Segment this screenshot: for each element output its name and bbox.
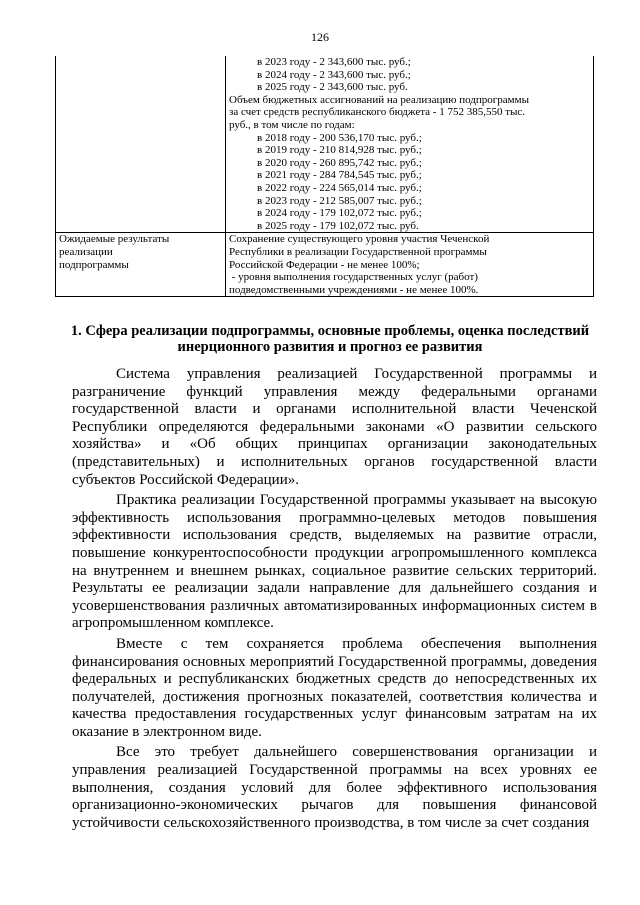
funding-line: в 2023 году - 2 343,600 тыс. руб.; <box>257 56 411 68</box>
table-row <box>56 233 594 297</box>
passport-table <box>55 56 594 297</box>
paragraph: Система управления реализацией Государственной программы и разграничение функций управления между федеральными органами государственной власти и органами исполнительной власти Чеченской Республики определяются федеральными законами «О развитии сельского хозяйства» и «Об общих принципах организации законодательных (представительных) и исполнительных органов государственной власти субъектов Российской Федерации». <box>72 366 597 488</box>
table-cell-label-empty <box>56 56 226 233</box>
section-title: 1. Сфера реализации подпрограммы, основные проблемы, оценка последствий инерционного развития и прогноз ее развития <box>70 323 590 355</box>
funding-line: в 2025 году - 2 343,600 тыс. руб. <box>257 81 408 94</box>
result-line: Сохранение существующего уровня участия Чеченской <box>229 233 490 246</box>
label-line: реализации <box>59 245 113 258</box>
table-cell-expected-results-label <box>56 233 226 297</box>
paragraph: Все это требует дальнейшего совершенствования организации и управления реализацией Государственной программы на всех уровнях ее выполнения, создания условий для более эффективного использования организационно-экономических рычагов для повышения финансовой устойчивости сельскохозяйственного производства, в том числе за счет создания <box>72 744 597 831</box>
funding-line: в 2020 году - 260 895,742 тыс. руб.; <box>257 156 422 169</box>
paragraph: Практика реализации Государственной программы указывает на высокую эффективность использования программно-целевых методов повышения эффективности использования средств, выделяемых на развитие отрасли, повышение конкурентоспособности продукции агропромышленного комплекса на внутреннем и внешнем рынках, социальное развитие сельских территорий. Результаты ее реализации задали направление для дальнейшего создания и усовершенствования различных автоматизированных информационных систем в агропромышленном комплексе. <box>72 492 597 632</box>
paragraph: Вместе с тем сохраняется проблема обеспечения выполнения финансирования основных мероприятий Государственной программы, доведения федеральных и республиканских бюджетных средств до непосредственных их получателей, достижения прогнозных показателей, соответствия количества и качества предоставления государственных услуг финансовым затратам на их оказание в электронном виде. <box>72 635 597 740</box>
funding-line: в 2022 году - 224 565,014 тыс. руб.; <box>257 181 422 194</box>
funding-line: за счет средств республиканского бюджета - 1 752 385,550 тыс. <box>229 106 526 119</box>
result-line: Республики в реализации Государственной программы <box>229 245 487 258</box>
funding-line: в 2018 году - 200 536,170 тыс. руб.; <box>257 131 422 144</box>
table-cell-expected-results <box>226 233 594 297</box>
funding-line: в 2024 году - 2 343,600 тыс. руб.; <box>257 68 411 81</box>
funding-line: в 2023 году - 212 585,007 тыс. руб.; <box>257 194 422 207</box>
label-line: подпрограммы <box>59 258 129 271</box>
label-line: Ожидаемые результаты <box>59 233 170 246</box>
result-line: - уровня выполнения государственных услуг (работ) <box>229 271 478 284</box>
funding-line: Объем бюджетных ассигнований на реализацию подпрограммы <box>229 93 529 106</box>
funding-line: в 2024 году - 179 102,072 тыс. руб.; <box>257 207 422 220</box>
funding-line: в 2021 году - 284 784,545 тыс. руб.; <box>257 169 422 182</box>
funding-line: в 2025 году - 179 102,072 тыс. руб. <box>257 219 419 232</box>
result-line: Российской Федерации - не менее 100%; <box>229 258 420 271</box>
funding-line: в 2019 году - 210 814,928 тыс. руб.; <box>257 144 422 157</box>
table-cell-funding <box>226 56 594 233</box>
funding-line: руб., в том числе по годам: <box>229 118 355 131</box>
table-row <box>56 56 594 233</box>
body-text <box>72 366 597 835</box>
result-line: подведомственными учреждениями - не менее 100%. <box>229 283 479 296</box>
page-number: 126 <box>311 30 329 44</box>
